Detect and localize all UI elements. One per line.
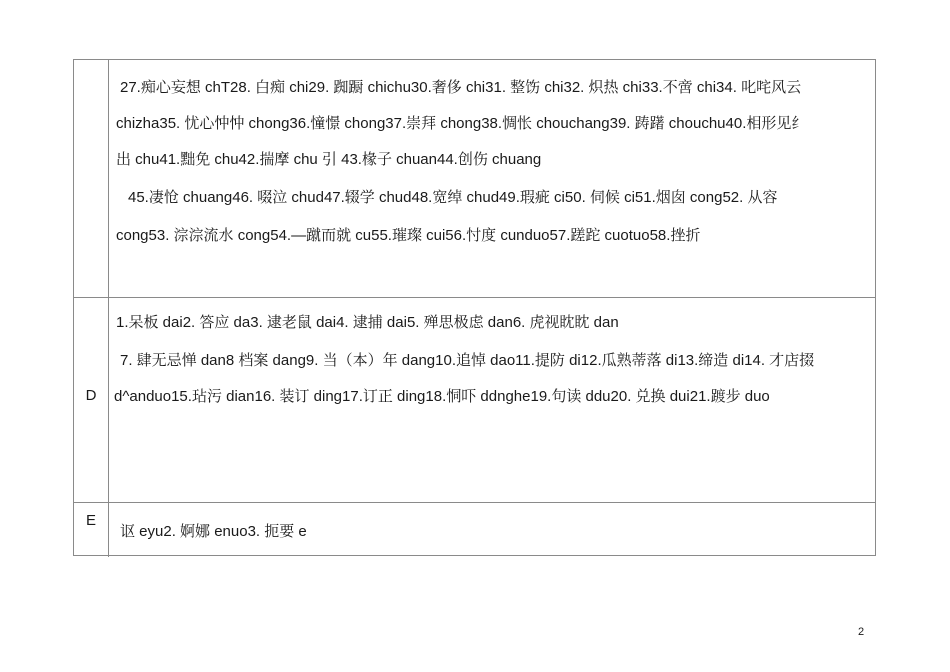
row-body-cell — [110, 503, 875, 557]
entry-line: d^anduo15.玷污 dian16. 装订 ding17.订正 ding18.恫吓 ddnghe19.句读 ddu20. 兑换 dui21.踱步 duo — [114, 388, 770, 405]
row-key-cell — [74, 298, 109, 502]
entry-line: 7. 肆无忌惮 dan8 档案 dang9. 当（本）年 dang10.追悼 dao11.提防 di12.瓜熟蒂落 di13.缔造 di14. 才店掇 — [120, 352, 815, 369]
row-key-label: D — [85, 387, 97, 404]
table-row-c — [74, 60, 875, 298]
row-key-cell — [74, 60, 109, 297]
table-row-e — [74, 503, 875, 557]
row-body-cell — [110, 60, 875, 297]
row-body-cell — [110, 298, 875, 502]
entry-line: chizha35. 忧心忡忡 chong36.憧憬 chong37.崇拜 chong38.惆怅 chouchang39. 踌躇 chouchu40.相形见纟 — [116, 115, 807, 132]
row-key-label: E — [85, 512, 96, 529]
entry-line: 出 chu41.黜免 chu42.揣摩 chu 引 43.椽子 chuan44.创伤 chuang — [116, 151, 542, 168]
page-number: 2 — [858, 626, 865, 638]
entry-line: 讴 eyu2. 婀娜 enuo3. 扼要 e — [120, 523, 307, 540]
entry-line: 45.凄怆 chuang46. 啜泣 chud47.辍学 chud48.宽绰 chud49.瑕疵 ci50. 伺候 ci51.烟囱 cong52. 从容 — [128, 189, 778, 206]
row-key-cell — [74, 503, 109, 557]
entry-line: 27.痴心妄想 chT28. 白痴 chi29. 踟蹰 chichu30.奢侈 chi31. 整饬 chi32. 炽热 chi33.不啻 chi34. 叱咤风云 — [120, 79, 802, 96]
vocabulary-table — [73, 59, 876, 556]
entry-line: 1.呆板 dai2. 答应 da3. 逮老鼠 dai4. 逮捕 dai5. 殚思极虑 dan6. 虎视眈眈 dan — [116, 314, 619, 331]
entry-line: cong53. 淙淙流水 cong54.—蹴而就 cu55.璀璨 cui56.忖度 cunduo57.蹉跎 cuotuo58.挫折 — [116, 227, 701, 244]
table-row-d — [74, 298, 875, 503]
